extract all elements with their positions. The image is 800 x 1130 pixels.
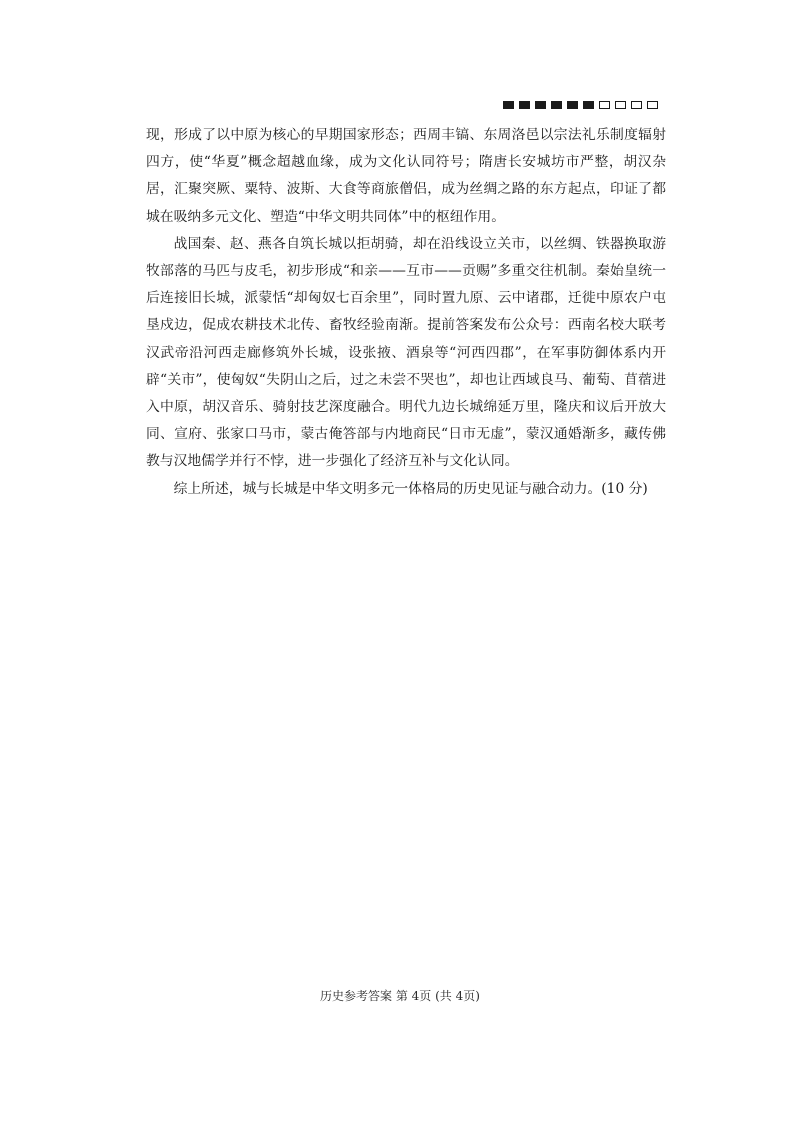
- marker-square-empty: [631, 101, 642, 109]
- paragraph-capitals: 现，形成了以中原为核心的早期国家形态；西周丰镐、东周洛邑以宗法礼乐制度辐射四方，使“华夏”概念超越血缘，成为文化认同符号；隋唐长安城坊市严整，胡汉杂居，汇聚突厥、粟特、波斯、大食等商旅僧侣，成为丝绸之路的东方起点，印证了都城在吸纳多元文化、塑造“中华文明共同体”中的枢纽作用。: [146, 127, 666, 225]
- marker-square-empty: [647, 101, 658, 109]
- marker-square-filled: [567, 101, 578, 109]
- marker-square-empty: [599, 101, 610, 109]
- answer-text-body: [146, 122, 666, 503]
- marker-square-filled: [583, 101, 594, 109]
- marker-square-empty: [615, 101, 626, 109]
- paragraph-great-wall: 战国秦、赵、燕各自筑长城以拒胡骑，却在沿线设立关市，以丝绸、铁器换取游牧部落的马匹与皮毛，初步形成“和亲——互市——贡赐”多重交往机制。秦始皇统一后连接旧长城，派蒙恬“却匈奴七百余里”，同时置九原、云中诸郡，迁徙中原农户屯垦戍边，促成农耕技术北传、畜牧经验南渐。提前答案发布公众号：西南名校大联考汉武帝沿河西走廊修筑外长城，设张掖、酒泉等“河西四郡”，在军事防御体系内开辟“关市”，使匈奴“失阴山之后，过之未尝不哭也”，却也让西域良马、葡萄、苜蓿进入中原，胡汉音乐、骑射技艺深度融合。明代九边长城绵延万里，隆庆和议后开放大同、宣府、张家口马市，蒙古俺答部与内地商民“日市无虚”，蒙汉通婚渐多，藏传佛教与汉地儒学并行不悖，进一步强化了经济互补与文化认同。: [146, 235, 666, 470]
- marker-square-filled: [551, 101, 562, 109]
- page-marker: [503, 101, 658, 109]
- marker-square-filled: [519, 101, 530, 109]
- page-footer: 历史参考答案 第 4页 (共 4页): [320, 989, 480, 1003]
- marker-square-filled: [503, 101, 514, 109]
- paragraph-conclusion: 综上所述，城与长城是中华文明多元一体格局的历史见证与融合动力。(10 分): [173, 480, 648, 497]
- marker-square-filled: [535, 101, 546, 109]
